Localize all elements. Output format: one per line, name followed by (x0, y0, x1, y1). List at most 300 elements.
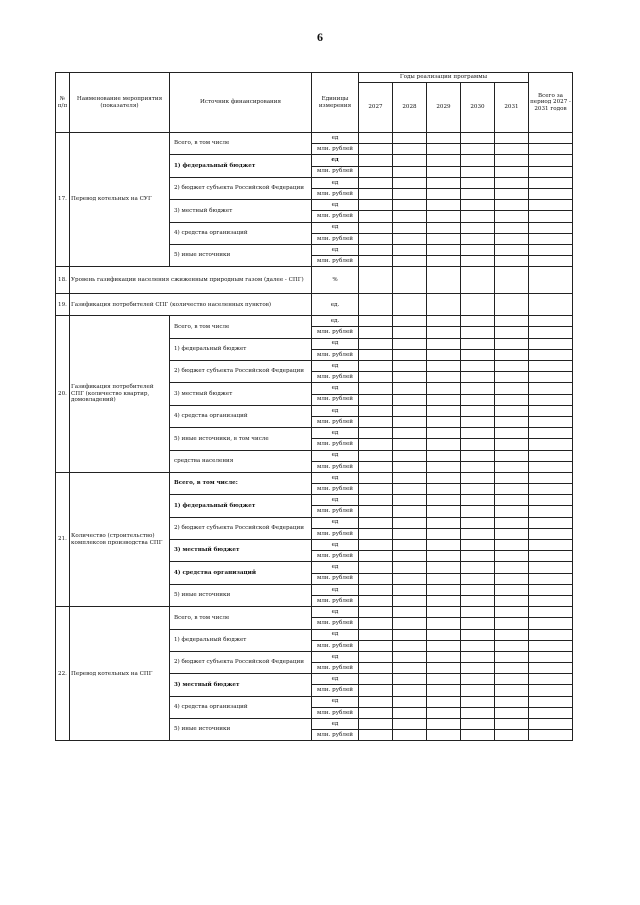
source-cell: 3) местный бюджет (170, 674, 312, 696)
empty-cell (427, 707, 461, 718)
empty-cell (495, 294, 529, 316)
empty-cell (393, 674, 427, 685)
unit-cell: млн. рублей (312, 618, 359, 629)
row-number: 19. (56, 294, 70, 316)
empty-cell (427, 294, 461, 316)
empty-cell (529, 327, 573, 338)
unit-cell: ед (312, 133, 359, 144)
empty-cell (529, 685, 573, 696)
empty-cell (495, 327, 529, 338)
empty-cell (529, 294, 573, 316)
empty-cell (461, 607, 495, 618)
empty-cell (393, 573, 427, 584)
empty-cell (427, 349, 461, 360)
unit-cell: ед. (312, 316, 359, 327)
empty-cell (495, 361, 529, 372)
empty-cell (427, 327, 461, 338)
empty-cell (495, 640, 529, 651)
empty-cell (393, 618, 427, 629)
empty-cell (359, 233, 393, 244)
empty-cell (393, 155, 427, 166)
empty-cell (359, 573, 393, 584)
unit-cell: млн. рублей (312, 640, 359, 651)
unit-cell: ед (312, 177, 359, 188)
empty-cell (529, 484, 573, 495)
empty-cell (461, 719, 495, 730)
empty-cell (495, 730, 529, 741)
empty-cell (359, 528, 393, 539)
unit-cell: млн. рублей (312, 707, 359, 718)
empty-cell (393, 595, 427, 606)
empty-cell (461, 573, 495, 584)
empty-cell (529, 416, 573, 427)
empty-cell (359, 551, 393, 562)
source-cell: 5) иные источники (170, 244, 312, 266)
empty-cell (529, 651, 573, 662)
empty-cell (359, 674, 393, 685)
empty-cell (495, 584, 529, 595)
empty-cell (461, 405, 495, 416)
source-cell: 4) средства организаций (170, 222, 312, 244)
empty-cell (461, 584, 495, 595)
empty-cell (529, 730, 573, 741)
unit-cell: млн. рублей (312, 528, 359, 539)
empty-cell (359, 416, 393, 427)
empty-cell (529, 506, 573, 517)
empty-cell (461, 361, 495, 372)
empty-cell (461, 472, 495, 483)
empty-cell (359, 651, 393, 662)
empty-cell (461, 707, 495, 718)
row-name: Перевод котельных на СПГ (70, 607, 170, 741)
empty-cell (427, 562, 461, 573)
empty-cell (495, 200, 529, 211)
empty-cell (393, 416, 427, 427)
unit-cell: млн. рублей (312, 144, 359, 155)
empty-cell (427, 338, 461, 349)
empty-cell (359, 517, 393, 528)
empty-cell (359, 562, 393, 573)
row-name: Газификация потребителей СПГ (количество квартир, домовладений) (70, 316, 170, 473)
empty-cell (461, 200, 495, 211)
empty-cell (393, 244, 427, 255)
empty-cell (393, 316, 427, 327)
empty-cell (529, 144, 573, 155)
empty-cell (393, 338, 427, 349)
empty-cell (461, 144, 495, 155)
empty-cell (495, 394, 529, 405)
row-number: 22. (56, 607, 70, 741)
empty-cell (529, 222, 573, 233)
empty-cell (359, 394, 393, 405)
empty-cell (427, 629, 461, 640)
empty-cell (427, 133, 461, 144)
unit-cell: ед (312, 450, 359, 461)
empty-cell (427, 233, 461, 244)
empty-cell (461, 450, 495, 461)
empty-cell (427, 584, 461, 595)
empty-cell (461, 256, 495, 267)
unit-cell: % (312, 267, 359, 294)
empty-cell (529, 495, 573, 506)
empty-cell (495, 562, 529, 573)
empty-cell (427, 607, 461, 618)
empty-cell (529, 472, 573, 483)
header-name: Наименование мероприятия (показателя) (70, 73, 170, 133)
empty-cell (359, 629, 393, 640)
empty-cell (427, 361, 461, 372)
source-cell: средства населения (170, 450, 312, 472)
empty-cell (427, 267, 461, 294)
empty-cell (529, 372, 573, 383)
empty-cell (529, 316, 573, 327)
empty-cell (427, 200, 461, 211)
empty-cell (359, 338, 393, 349)
empty-cell (393, 719, 427, 730)
empty-cell (359, 383, 393, 394)
empty-cell (427, 495, 461, 506)
unit-cell: млн. рублей (312, 573, 359, 584)
empty-cell (393, 166, 427, 177)
empty-cell (461, 416, 495, 427)
empty-cell (529, 233, 573, 244)
source-cell: 1) федеральный бюджет (170, 155, 312, 177)
empty-cell (461, 595, 495, 606)
empty-cell (427, 256, 461, 267)
empty-cell (393, 450, 427, 461)
empty-cell (461, 640, 495, 651)
empty-cell (461, 372, 495, 383)
empty-cell (393, 188, 427, 199)
empty-cell (495, 685, 529, 696)
empty-cell (359, 294, 393, 316)
unit-cell: млн. рублей (312, 461, 359, 472)
empty-cell (461, 618, 495, 629)
empty-cell (461, 349, 495, 360)
source-cell: Всего, в том числе: (170, 472, 312, 494)
empty-cell (427, 651, 461, 662)
empty-cell (495, 256, 529, 267)
empty-cell (495, 495, 529, 506)
empty-cell (495, 439, 529, 450)
empty-cell (529, 428, 573, 439)
empty-cell (393, 540, 427, 551)
empty-cell (461, 155, 495, 166)
empty-cell (359, 450, 393, 461)
empty-cell (461, 663, 495, 674)
empty-cell (529, 674, 573, 685)
empty-cell (461, 428, 495, 439)
table-row (56, 607, 573, 618)
empty-cell (393, 383, 427, 394)
source-cell: Всего, в том числе (170, 133, 312, 155)
empty-cell (393, 133, 427, 144)
empty-cell (461, 394, 495, 405)
empty-cell (461, 244, 495, 255)
empty-cell (529, 663, 573, 674)
empty-cell (427, 177, 461, 188)
empty-cell (393, 256, 427, 267)
empty-cell (359, 405, 393, 416)
empty-cell (427, 383, 461, 394)
empty-cell (461, 327, 495, 338)
empty-cell (495, 696, 529, 707)
row-name: Газификация потребителей СПГ (количество населенных пунктов) (70, 294, 312, 316)
source-cell: Всего, в том числе (170, 607, 312, 629)
empty-cell (495, 372, 529, 383)
empty-cell (461, 730, 495, 741)
empty-cell (495, 244, 529, 255)
empty-cell (461, 484, 495, 495)
empty-cell (461, 294, 495, 316)
empty-cell (495, 651, 529, 662)
empty-cell (461, 166, 495, 177)
unit-cell: млн. рублей (312, 506, 359, 517)
empty-cell (359, 484, 393, 495)
empty-cell (529, 155, 573, 166)
empty-cell (393, 730, 427, 741)
source-cell: 2) бюджет субъекта Российской Федерации (170, 361, 312, 383)
empty-cell (495, 517, 529, 528)
unit-cell: ед (312, 495, 359, 506)
empty-cell (427, 595, 461, 606)
row-name: Уровень газификации населения сжиженным природным газом (далее - СПГ) (70, 267, 312, 294)
page-number: 6 (317, 30, 323, 44)
empty-cell (495, 551, 529, 562)
empty-cell (495, 595, 529, 606)
empty-cell (359, 640, 393, 651)
empty-cell (359, 607, 393, 618)
empty-cell (393, 177, 427, 188)
empty-cell (461, 439, 495, 450)
empty-cell (495, 144, 529, 155)
empty-cell (529, 517, 573, 528)
empty-cell (393, 200, 427, 211)
unit-cell: ед (312, 540, 359, 551)
empty-cell (393, 495, 427, 506)
empty-cell (359, 372, 393, 383)
unit-cell: ед (312, 629, 359, 640)
unit-cell: ед (312, 222, 359, 233)
empty-cell (359, 200, 393, 211)
source-cell: 1) федеральный бюджет (170, 338, 312, 360)
empty-cell (427, 696, 461, 707)
source-cell: 3) местный бюджет (170, 200, 312, 222)
empty-cell (427, 155, 461, 166)
empty-cell (529, 528, 573, 539)
source-cell: 3) местный бюджет (170, 383, 312, 405)
empty-cell (393, 707, 427, 718)
empty-cell (359, 428, 393, 439)
empty-cell (393, 428, 427, 439)
unit-cell: ед (312, 200, 359, 211)
unit-cell: млн. рублей (312, 595, 359, 606)
empty-cell (393, 551, 427, 562)
empty-cell (359, 144, 393, 155)
unit-cell: млн. рублей (312, 551, 359, 562)
source-cell: 4) средства организаций (170, 562, 312, 584)
empty-cell (461, 133, 495, 144)
header-total: Всего за период 2027 - 2031 годов (529, 73, 573, 133)
source-cell: 4) средства организаций (170, 696, 312, 718)
unit-cell: ед (312, 405, 359, 416)
empty-cell (393, 607, 427, 618)
empty-cell (495, 674, 529, 685)
empty-cell (529, 200, 573, 211)
empty-cell (427, 719, 461, 730)
unit-cell: ед (312, 584, 359, 595)
empty-cell (427, 450, 461, 461)
empty-cell (359, 618, 393, 629)
empty-cell (461, 177, 495, 188)
empty-cell (393, 562, 427, 573)
source-cell: 1) федеральный бюджет (170, 495, 312, 517)
empty-cell (461, 222, 495, 233)
empty-cell (529, 361, 573, 372)
empty-cell (529, 211, 573, 222)
empty-cell (393, 394, 427, 405)
header-year: 2028 (393, 83, 427, 133)
empty-cell (359, 719, 393, 730)
empty-cell (529, 177, 573, 188)
empty-cell (427, 730, 461, 741)
empty-cell (427, 573, 461, 584)
empty-cell (529, 405, 573, 416)
unit-cell: млн. рублей (312, 211, 359, 222)
empty-cell (495, 211, 529, 222)
empty-cell (529, 707, 573, 718)
unit-cell: млн. рублей (312, 439, 359, 450)
empty-cell (393, 361, 427, 372)
empty-cell (461, 267, 495, 294)
empty-cell (529, 551, 573, 562)
unit-cell: ед (312, 562, 359, 573)
unit-cell: ед (312, 696, 359, 707)
empty-cell (529, 618, 573, 629)
empty-cell (461, 696, 495, 707)
empty-cell (461, 188, 495, 199)
empty-cell (359, 439, 393, 450)
empty-cell (529, 166, 573, 177)
empty-cell (461, 651, 495, 662)
source-cell: 2) бюджет субъекта Российской Федерации (170, 177, 312, 199)
empty-cell (359, 506, 393, 517)
header-year: 2031 (495, 83, 529, 133)
empty-cell (427, 316, 461, 327)
empty-cell (393, 144, 427, 155)
header-year: 2029 (427, 83, 461, 133)
header-num: № п/п (56, 73, 70, 133)
empty-cell (427, 540, 461, 551)
empty-cell (495, 461, 529, 472)
table-row (56, 472, 573, 483)
source-cell: 5) иные источники (170, 584, 312, 606)
empty-cell (359, 663, 393, 674)
unit-cell: млн. рублей (312, 256, 359, 267)
empty-cell (495, 573, 529, 584)
empty-cell (359, 595, 393, 606)
unit-cell: млн. рублей (312, 394, 359, 405)
empty-cell (359, 696, 393, 707)
source-cell: 2) бюджет субъекта Российской Федерации (170, 651, 312, 673)
empty-cell (359, 211, 393, 222)
empty-cell (427, 506, 461, 517)
empty-cell (393, 584, 427, 595)
empty-cell (461, 629, 495, 640)
empty-cell (529, 562, 573, 573)
empty-cell (495, 349, 529, 360)
empty-cell (359, 349, 393, 360)
empty-cell (529, 461, 573, 472)
empty-cell (529, 719, 573, 730)
unit-cell: млн. рублей (312, 233, 359, 244)
empty-cell (529, 383, 573, 394)
empty-cell (427, 472, 461, 483)
empty-cell (359, 166, 393, 177)
empty-cell (495, 233, 529, 244)
empty-cell (529, 338, 573, 349)
empty-cell (461, 506, 495, 517)
row-number: 20. (56, 316, 70, 473)
empty-cell (393, 294, 427, 316)
empty-cell (495, 316, 529, 327)
empty-cell (359, 177, 393, 188)
unit-cell: млн. рублей (312, 730, 359, 741)
empty-cell (461, 517, 495, 528)
row-number: 18. (56, 267, 70, 294)
empty-cell (427, 484, 461, 495)
unit-cell: ед (312, 472, 359, 483)
empty-cell (529, 244, 573, 255)
empty-cell (495, 428, 529, 439)
unit-cell: млн. рублей (312, 663, 359, 674)
empty-cell (359, 188, 393, 199)
unit-cell: млн. рублей (312, 416, 359, 427)
empty-cell (359, 155, 393, 166)
empty-cell (393, 528, 427, 539)
empty-cell (359, 133, 393, 144)
empty-cell (529, 349, 573, 360)
empty-cell (495, 629, 529, 640)
empty-cell (495, 618, 529, 629)
unit-cell: ед (312, 383, 359, 394)
empty-cell (529, 540, 573, 551)
empty-cell (393, 211, 427, 222)
empty-cell (495, 222, 529, 233)
unit-cell: ед (312, 607, 359, 618)
header-year: 2030 (461, 83, 495, 133)
empty-cell (461, 233, 495, 244)
empty-cell (393, 472, 427, 483)
empty-cell (393, 663, 427, 674)
empty-cell (393, 233, 427, 244)
empty-cell (529, 267, 573, 294)
empty-cell (359, 327, 393, 338)
empty-cell (495, 267, 529, 294)
empty-cell (393, 651, 427, 662)
unit-cell: млн. рублей (312, 685, 359, 696)
empty-cell (359, 472, 393, 483)
source-cell: 1) федеральный бюджет (170, 629, 312, 651)
empty-cell (461, 528, 495, 539)
empty-cell (393, 461, 427, 472)
empty-cell (495, 405, 529, 416)
empty-cell (427, 663, 461, 674)
source-cell: Всего, в том числе (170, 316, 312, 338)
empty-cell (495, 188, 529, 199)
empty-cell (495, 506, 529, 517)
empty-cell (427, 222, 461, 233)
